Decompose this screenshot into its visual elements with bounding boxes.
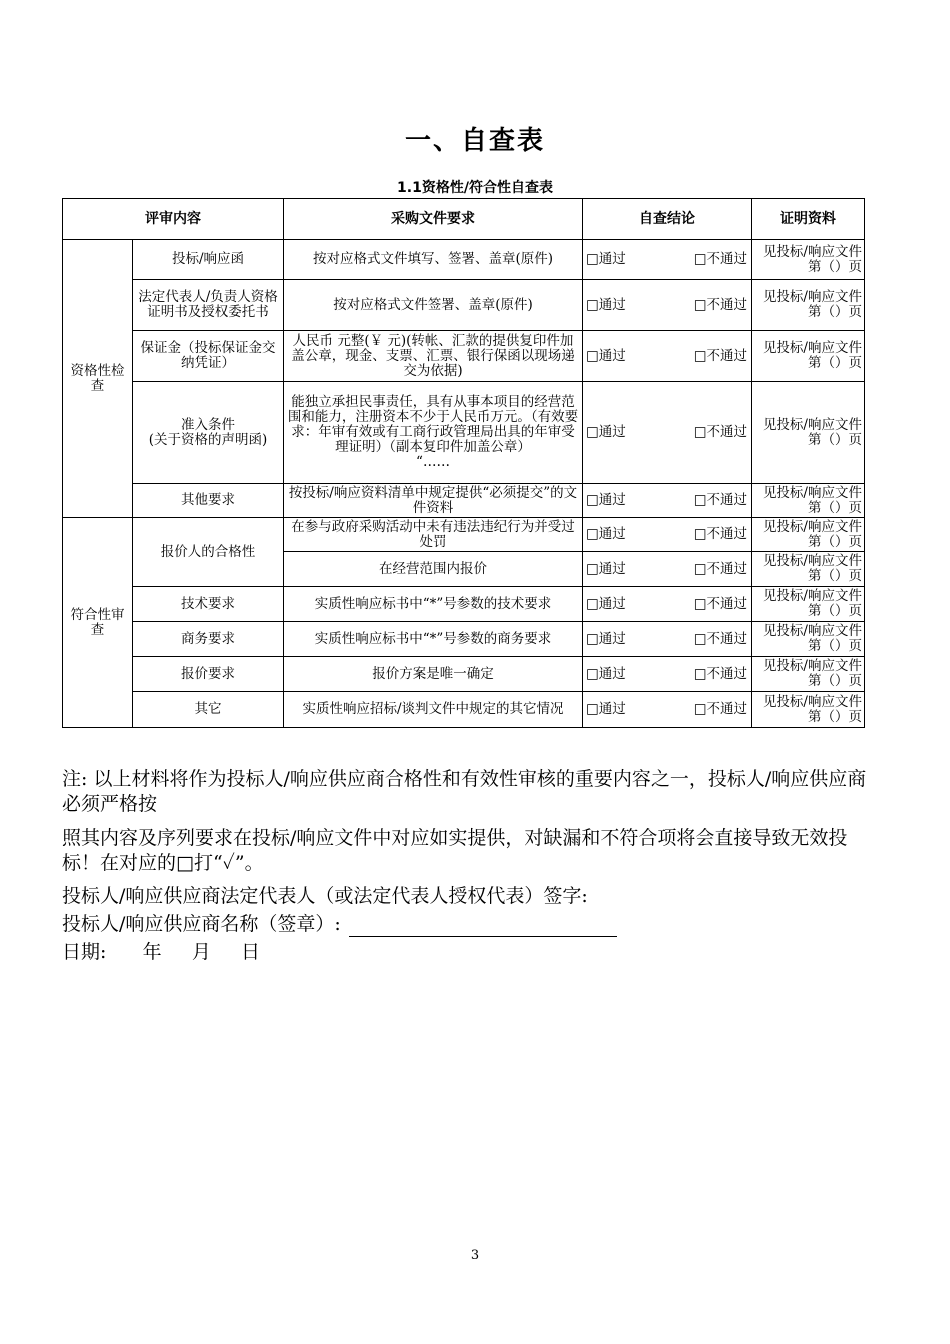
row-proof: 见投标/响应文件第（）页 — [752, 240, 865, 280]
row-proof: 见投标/响应文件第（）页 — [752, 331, 865, 382]
row-proof: 见投标/响应文件第（）页 — [752, 587, 865, 622]
row-proof: 见投标/响应文件第（）页 — [752, 692, 865, 728]
row-conclusion — [583, 484, 752, 518]
row-requirement: 能独立承担民事责任，具有从事本项目的经营范围和能力，注册资本不少于人民币万元。（有效要求：年审有效或有工商行政管理局出具的年审受理证明）（副本复印件加盖公章） “…… — [284, 382, 583, 484]
category-qualification: 资格性检查 — [63, 240, 133, 518]
pass-checkbox[interactable]: □通过 — [586, 526, 626, 542]
row-requirement: 按对应格式文件签署、盖章(原件) — [284, 280, 583, 331]
row-conclusion — [583, 657, 752, 692]
row-conclusion — [583, 331, 752, 382]
row-requirement: 实质性响应标书中“*”号参数的技术要求 — [284, 587, 583, 622]
pass-checkbox[interactable]: □通过 — [586, 560, 626, 577]
row-conclusion — [583, 240, 752, 280]
row-proof: 见投标/响应文件第（）页 — [752, 622, 865, 657]
note-paragraph-1: 注: 以上材料将作为投标人/响应供应商合格性和有效性审核的重要内容之一，投标人/响应供应商必须严格按 — [62, 768, 867, 815]
pass-checkbox[interactable]: □通过 — [586, 424, 626, 440]
signature-company-label: 投标人/响应供应商名称（签章）: — [62, 913, 341, 935]
row-item: 其他要求 — [133, 484, 284, 518]
row-item: 报价要求 — [133, 657, 284, 692]
table-row — [63, 331, 865, 382]
row-item: 报价人的合格性 — [133, 518, 284, 587]
pass-checkbox[interactable]: □通过 — [586, 595, 626, 612]
row-requirement: 按对应格式文件填写、签署、盖章(原件) — [284, 240, 583, 280]
fail-checkbox[interactable]: □不通过 — [693, 296, 747, 313]
pass-checkbox[interactable]: □通过 — [586, 251, 626, 267]
table-row — [63, 240, 865, 280]
fail-checkbox[interactable]: □不通过 — [693, 560, 747, 577]
table-row — [63, 622, 865, 657]
row-requirement: 按投标/响应资料清单中规定提供“必须提交”的文件资料 — [284, 484, 583, 518]
row-conclusion — [583, 552, 752, 587]
fail-checkbox[interactable]: □不通过 — [693, 701, 747, 717]
row-conclusion — [583, 382, 752, 484]
pass-checkbox[interactable]: □通过 — [586, 630, 626, 647]
header-conclusion: 自查结论 — [583, 199, 752, 240]
row-item: 其它 — [133, 692, 284, 728]
table-row — [63, 692, 865, 728]
fail-checkbox[interactable]: □不通过 — [693, 424, 747, 440]
row-conclusion — [583, 692, 752, 728]
fail-checkbox[interactable]: □不通过 — [693, 347, 747, 364]
row-conclusion — [583, 518, 752, 552]
date-line: 日期: 年 月 日 — [62, 941, 261, 963]
page-number: 3 — [470, 1248, 480, 1263]
table-header-row — [63, 199, 865, 240]
header-proof: 证明资料 — [752, 199, 865, 240]
row-item: 商务要求 — [133, 622, 284, 657]
header-requirement: 采购文件要求 — [284, 199, 583, 240]
row-requirement: 实质性响应招标/谈判文件中规定的其它情况 — [284, 692, 583, 728]
row-proof: 见投标/响应文件第（）页 — [752, 280, 865, 331]
pass-checkbox[interactable]: □通过 — [586, 665, 626, 682]
row-conclusion — [583, 280, 752, 331]
row-item: 法定代表人/负责人资格证明书及授权委托书 — [133, 280, 284, 331]
table-subtitle: 1.1资格性/符合性自查表 — [397, 180, 553, 196]
row-item: 保证金（投标保证金交纳凭证） — [133, 331, 284, 382]
table-row — [63, 657, 865, 692]
row-requirement: 人民币 元整(￥ 元)(转帐、汇款的提供复印件加盖公章，现金、支票、汇票、银行保函以现场递交为依据) — [284, 331, 583, 382]
signature-line[interactable] — [349, 916, 617, 937]
row-requirement: 报价方案是唯一确定 — [284, 657, 583, 692]
fail-checkbox[interactable]: □不通过 — [693, 595, 747, 612]
category-conformity: 符合性审查 — [63, 518, 133, 728]
page-title: 一、自查表 — [404, 126, 545, 156]
note-paragraph-2: 照其内容及序列要求在投标/响应文件中对应如实提供，对缺漏和不符合项将会直接导致无效投标！在对应的□打“✓”。 — [62, 827, 848, 874]
row-item: 技术要求 — [133, 587, 284, 622]
row-proof: 见投标/响应文件第（）页 — [752, 484, 865, 518]
signature-representative: 投标人/响应供应商法定代表人（或法定代表人授权代表）签字: — [62, 885, 588, 907]
header-review-content: 评审内容 — [63, 199, 284, 240]
row-conclusion — [583, 622, 752, 657]
row-requirement: 在经营范围内报价 — [284, 552, 583, 587]
row-conclusion — [583, 587, 752, 622]
row-requirement: 实质性响应标书中“*”号参数的商务要求 — [284, 622, 583, 657]
signature-company-row — [62, 912, 870, 937]
row-proof: 见投标/响应文件第（）页 — [752, 552, 865, 587]
pass-checkbox[interactable]: □通过 — [586, 701, 626, 717]
row-proof: 见投标/响应文件第（）页 — [752, 657, 865, 692]
fail-checkbox[interactable]: □不通过 — [693, 492, 747, 508]
fail-checkbox[interactable]: □不通过 — [693, 526, 747, 542]
table-row — [63, 280, 865, 331]
fail-checkbox[interactable]: □不通过 — [693, 251, 747, 267]
table-row — [63, 484, 865, 518]
fail-checkbox[interactable]: □不通过 — [693, 630, 747, 647]
fail-checkbox[interactable]: □不通过 — [693, 665, 747, 682]
table-row — [63, 587, 865, 622]
pass-checkbox[interactable]: □通过 — [586, 492, 626, 508]
row-requirement: 在参与政府采购活动中未有违法违纪行为并受过处罚 — [284, 518, 583, 552]
table-row — [63, 382, 865, 484]
row-item: 投标/响应函 — [133, 240, 284, 280]
table-row — [63, 518, 865, 552]
pass-checkbox[interactable]: □通过 — [586, 296, 626, 313]
row-proof: 见投标/响应文件第（）页 — [752, 382, 865, 484]
row-item: 准入条件 (关于资格的声明函) — [133, 382, 284, 484]
self-check-table — [62, 198, 865, 728]
pass-checkbox[interactable]: □通过 — [586, 347, 626, 364]
row-proof: 见投标/响应文件第（）页 — [752, 518, 865, 552]
